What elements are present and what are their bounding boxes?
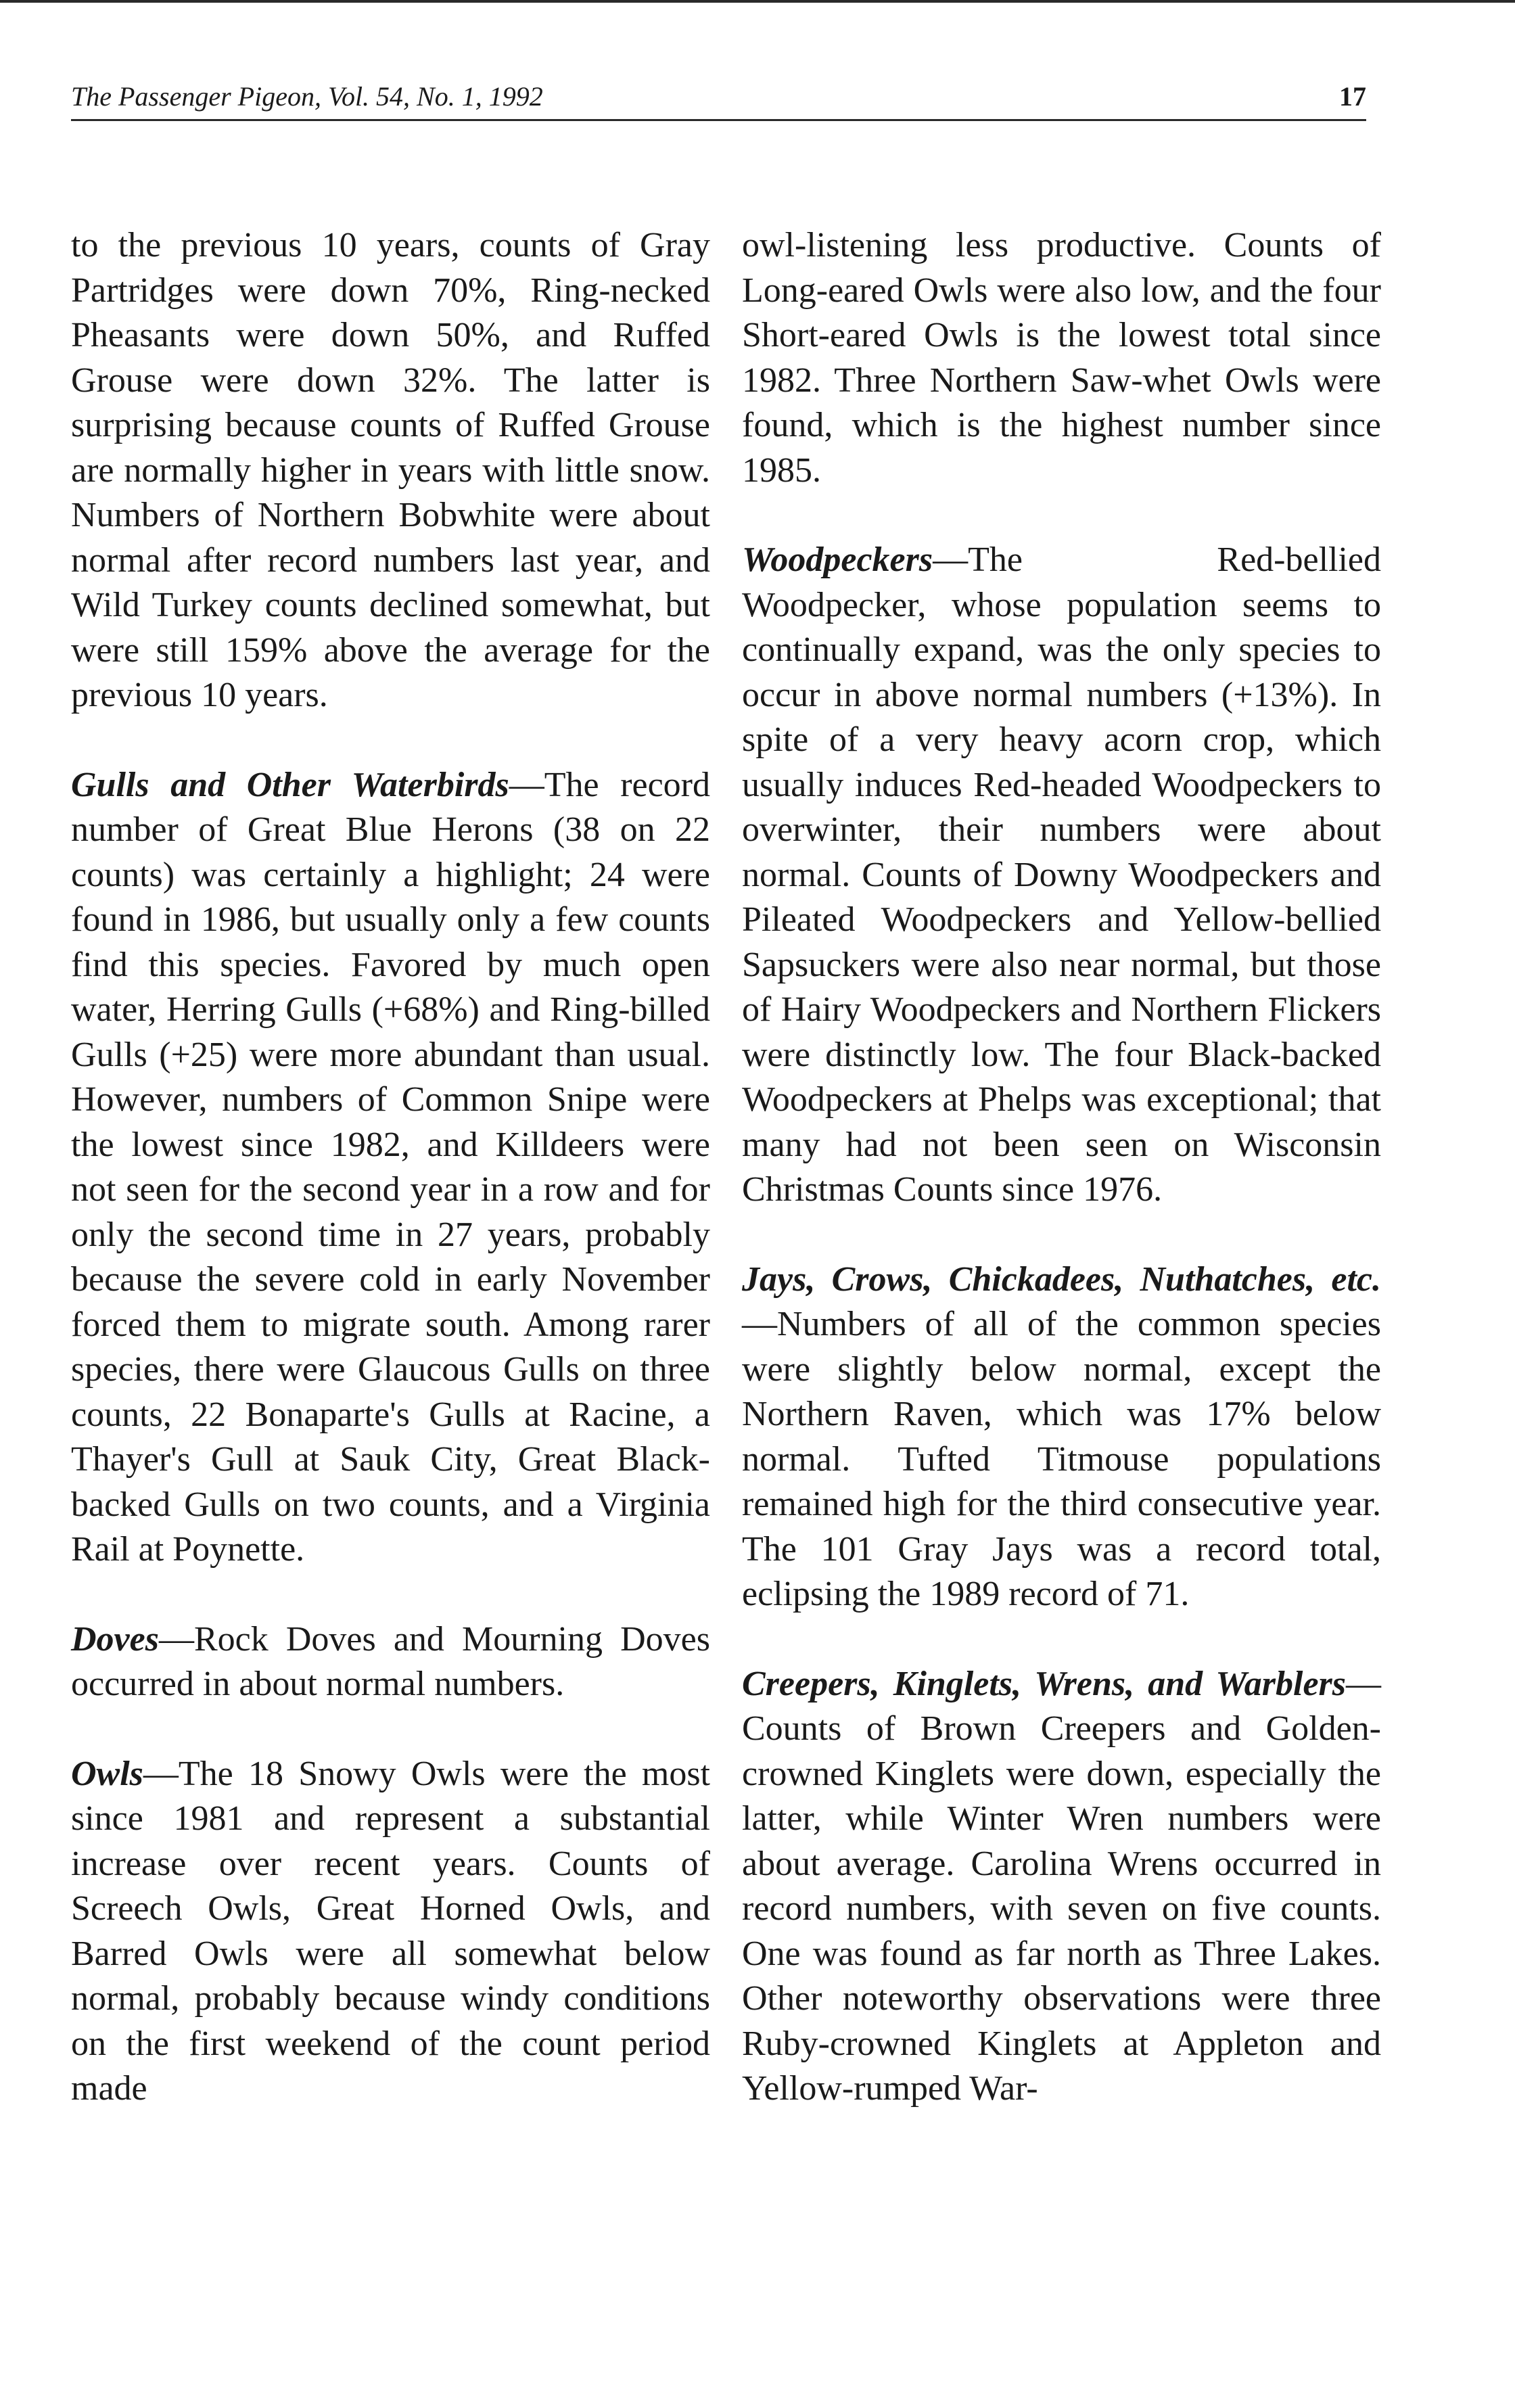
page-number: 17 [1339, 81, 1366, 112]
top-edge-rule [0, 0, 1515, 3]
section-lead: Creepers, Kinglets, Wrens, and Warblers [742, 1664, 1346, 1703]
header-rule [71, 119, 1366, 121]
paragraph-text: to the previous 10 years, counts of Gray Partridges were down 70%, Ring-necked Pheasants were down 50%, and Ruffed Grouse were down 32%. The latter is surprising because counts of Ruffed Grouse are normally higher in years with little snow. Numbers of Northern Bobwhite were about normal after record numbers last year, and Wild Turkey counts declined somewhat, but were still 159% above the average for the previous 10 years. [71, 226, 710, 714]
right-column [742, 223, 1381, 2112]
paragraph-creepers [742, 1662, 1381, 2112]
paragraph-text: —Rock Doves and Mourning Doves occurred in about normal numbers. [71, 1619, 710, 1703]
paragraph-text: —The Red-bellied Woodpecker, whose population seems to continually expand, was the only species to occur in above normal numbers (+13%). In spite of a very heavy acorn crop, which usually induces Red-headed Woodpeckers to overwinter, their numbers were about normal. Counts of Downy Woodpeckers and Pileated Woodpeckers and Yellow-bellied Sapsuckers were also near normal, but those of Hairy Woodpeckers and Northern Flickers were distinctly low. The four Black-backed Woodpeckers at Phelps was exceptional; that many had not been seen on Wisconsin Christmas Counts since 1976. [742, 540, 1381, 1209]
paragraph-text: —The 18 Snowy Owls were the most since 1981 and represent a substantial increase over recent years. Counts of Screech Owls, Great Horned Owls, and Barred Owls were all somewhat below normal, probably because windy conditions on the first weekend of the count period made [71, 1754, 710, 2108]
paragraph-doves [71, 1617, 710, 1707]
journal-citation: The Passenger Pigeon, Vol. 54, No. 1, 1992 [71, 81, 543, 112]
section-lead: Doves [71, 1619, 159, 1659]
section-lead: Woodpeckers [742, 540, 933, 579]
paragraph-owls-continued [742, 223, 1381, 493]
section-lead: Jays, Crows, Chickadees, Nuthatches, etc. [742, 1259, 1381, 1299]
paragraph-continuation [71, 223, 710, 718]
paragraph-woodpeckers [742, 538, 1381, 1213]
section-lead: Gulls and Other Waterbirds [71, 765, 509, 804]
paragraph-text: —Counts of Brown Creepers and Golden-crowned Kinglets were down, especially the latter, while Winter Wren numbers were about average. Carolina Wrens occurred in record numbers, with seven on five counts. One was found as far north as Three Lakes. Other noteworthy observations were three Ruby-crowned Kinglets at Appleton and Yellow-rumped War- [742, 1664, 1381, 2108]
paragraph-text: —The record number of Great Blue Herons (38 on 22 counts) was certainly a highlight; 24 were found in 1986, but usually only a few counts find this species. Favored by much open water, Herring Gulls (+68%) and Ring-billed Gulls (+25) were more abundant than usual. However, numbers of Common Snipe were the lowest since 1982, and Killdeers were not seen for the second year in a row and for only the second time in 27 years, probably because the severe cold in early November forced them to migrate south. Among rarer species, there were Glaucous Gulls on three counts, 22 Bonaparte's Gulls at Racine, a Thayer's Gull at Sauk City, Great Black-backed Gulls on two counts, and a Virginia Rail at Poynette. [71, 765, 710, 1569]
section-lead: Owls [71, 1754, 143, 1793]
left-column [71, 223, 710, 2112]
paragraph-text: owl-listening less productive. Counts of Long-eared Owls were also low, and the four Short-eared Owls is the lowest total since 1982. Three Northern Saw-whet Owls were found, which is the highest number since 1985. [742, 226, 1381, 490]
paragraph-gulls [71, 763, 710, 1573]
paragraph-jays [742, 1257, 1381, 1617]
paragraph-owls [71, 1752, 710, 2112]
paragraph-text: —Numbers of all of the common species were slightly below normal, except the Northern Raven, which was 17% below normal. Tufted Titmouse populations remained high for the third consecutive year. The 101 Gray Jays was a record total, eclipsing the 1989 record of 71. [742, 1305, 1381, 1613]
